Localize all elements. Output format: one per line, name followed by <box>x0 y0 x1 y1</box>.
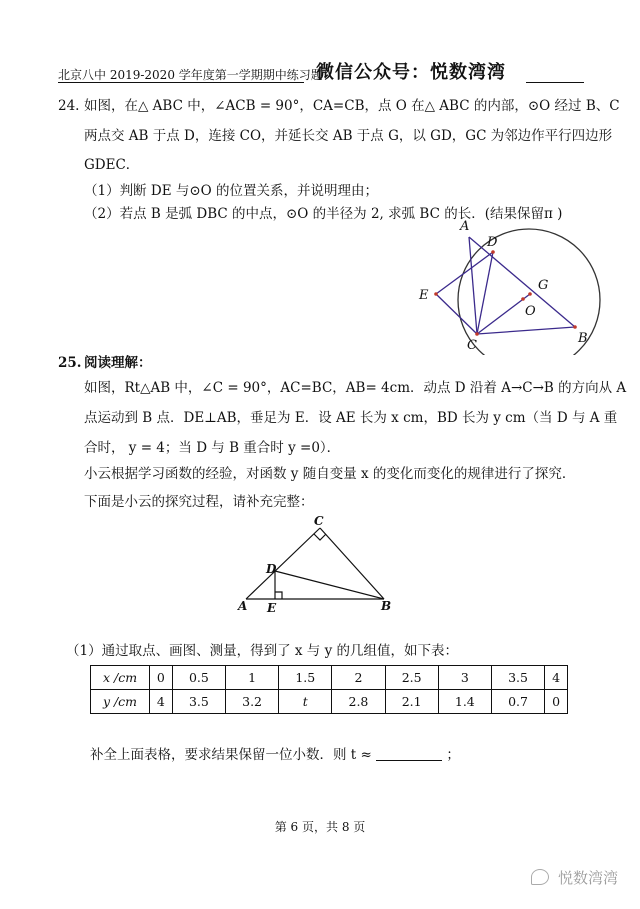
label-d: D <box>487 235 498 250</box>
label-e: E <box>267 601 277 615</box>
q24-part2: （2）若点 B 是弧 DBC 的中点，⊙O 的半径为 2, 求弧 BC 的长．(结果保留π ) <box>84 206 563 222</box>
table-cell: 2.8 <box>332 690 385 714</box>
label-o: O <box>525 304 536 319</box>
q24-text-line2: 两点交 AB 于点 D，连接 CO，并延长交 AB 于点 G，以 GD，GC 为邻边作平行四边形 <box>84 128 613 144</box>
table-cell: 0.5 <box>172 666 225 690</box>
table-cell: 1 <box>225 666 278 690</box>
table-row-x <box>91 666 568 690</box>
segment-ec <box>436 294 477 334</box>
point-e <box>434 292 438 296</box>
table-cell: 2.5 <box>385 666 438 690</box>
q25-title: 阅读理解： <box>84 355 152 371</box>
segment-ed <box>436 252 493 294</box>
table-cell: 3.5 <box>172 690 225 714</box>
q24-part1: （1）判断 DE 与⊙O 的位置关系，并说明理由； <box>84 183 379 199</box>
q24-text-line3: GDEC． <box>84 157 140 173</box>
point-c <box>475 332 479 336</box>
q25-number: 25. <box>58 355 82 371</box>
segment-db <box>275 571 384 599</box>
q24-text-line1: 如图，在△ ABC 中，∠ACB = 90°，CA=CB，点 O 在△ ABC 的内部，⊙O 经过 B、C <box>84 98 620 114</box>
table-cell: x /cm <box>91 666 150 690</box>
table-cell: 2 <box>332 666 385 690</box>
table-cell: 1.4 <box>438 690 491 714</box>
header-underline-left <box>58 82 304 83</box>
q25-part1: （1）通过取点、画图、测量，得到了 x 与 y 的几组值，如下表： <box>66 643 458 659</box>
fill-text: 补全上面表格，要求结果保留一位小数．则 t ≈ <box>90 747 372 763</box>
q25-text-line1: 如图，Rt△AB 中，∠C = 90°，AC=BC，AB= 4cm．动点 D 沿着 A→C→B 的方向从 A <box>84 380 627 396</box>
header-underline-right <box>526 82 584 83</box>
watermark-text: 悦数湾湾 <box>557 869 618 887</box>
fill-end: ； <box>446 747 460 763</box>
table-cell: 3 <box>438 666 491 690</box>
table-cell: t <box>279 690 332 714</box>
label-a: A <box>460 219 470 234</box>
q25-text-line4: 小云根据学习函数的经验，对函数 y 随自变量 x 的变化而变化的规律进行了探究． <box>84 466 576 482</box>
table-cell: 0 <box>545 690 568 714</box>
right-angle-c <box>314 534 326 540</box>
watermark <box>531 867 618 888</box>
table-cell: y /cm <box>91 690 150 714</box>
point-o <box>521 297 525 301</box>
segment-cb <box>477 327 575 334</box>
table-cell: 2.1 <box>385 690 438 714</box>
q24-figure <box>405 215 620 355</box>
label-g: G <box>538 278 549 293</box>
header-wechat-account: 微信公众号：悦数湾湾 <box>316 62 506 83</box>
table-row-y <box>91 690 568 714</box>
label-b: B <box>381 599 392 613</box>
segment-cb <box>320 528 384 599</box>
table-cell: 0.7 <box>491 690 544 714</box>
label-b: B <box>578 331 588 346</box>
q25-data-table <box>90 665 568 714</box>
point-g <box>528 292 532 296</box>
table-cell: 4 <box>545 666 568 690</box>
header-school-title: 北京八中 2019-2020 学年度第一学期期中练习题 <box>58 68 323 82</box>
point-d <box>491 250 495 254</box>
segment-ac <box>246 528 320 599</box>
q25-figure <box>234 515 404 615</box>
q25-text-line3: 合时， y = 4；当 D 与 B 重合时 y =0）． <box>84 440 341 456</box>
wechat-icon <box>531 869 549 885</box>
table-cell: 4 <box>150 690 173 714</box>
table-cell: 3.5 <box>491 666 544 690</box>
label-d: D <box>266 562 277 576</box>
segment-ab <box>469 237 575 327</box>
label-c: C <box>314 515 324 528</box>
point-b <box>573 325 577 329</box>
q25-text-line5: 下面是小云的探究过程，请补充完整： <box>84 494 314 510</box>
answer-blank[interactable] <box>376 746 442 761</box>
q25-fill-prompt <box>90 745 460 765</box>
right-angle-e <box>275 592 282 599</box>
segment-ac <box>469 237 477 334</box>
label-e: E <box>419 288 429 303</box>
q24-number: 24. <box>58 98 80 114</box>
label-c: C <box>467 338 477 353</box>
q25-text-line2: 点运动到 B 点．DE⊥AB，垂足为 E．设 AE 长为 x cm，BD 长为 y cm（当 D 与 A 重 <box>84 410 618 426</box>
page-number: 第 6 页，共 8 页 <box>274 820 366 834</box>
table-cell: 1.5 <box>279 666 332 690</box>
label-a: A <box>238 599 248 613</box>
table-cell: 0 <box>150 666 173 690</box>
segment-cd <box>477 252 493 334</box>
table-cell: 3.2 <box>225 690 278 714</box>
